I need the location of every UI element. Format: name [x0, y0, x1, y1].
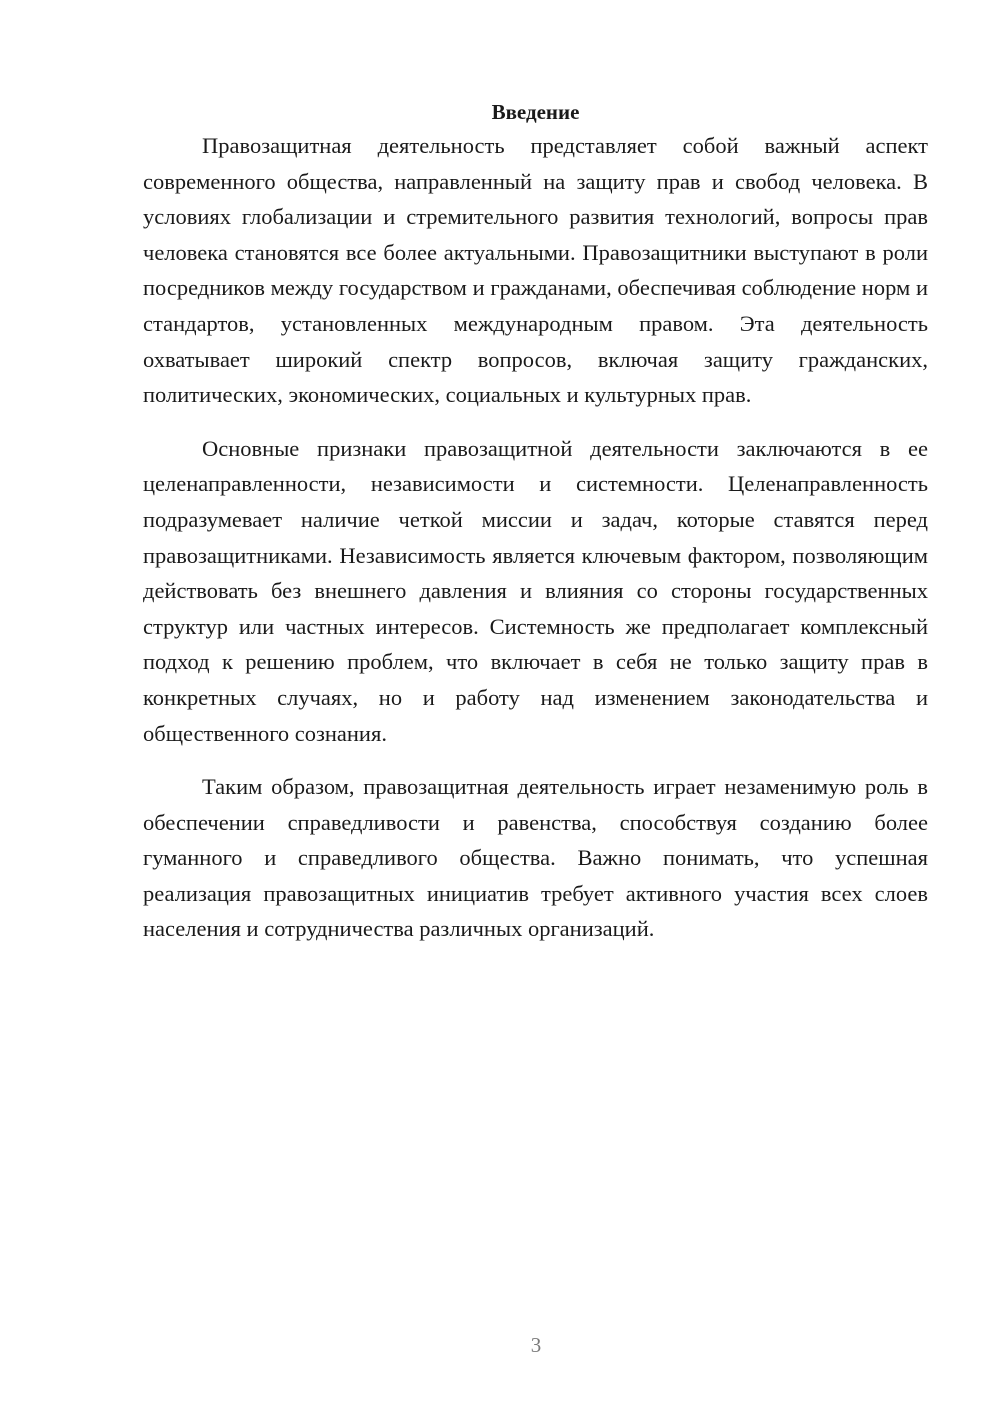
section-title: Введение	[491, 100, 580, 124]
paragraph-intro: Правозащитная деятельность представляет собой важный аспект современного общества, направленный на защиту прав и свобод человека. В условиях глобализации и стремительного развития технологий, вопросы прав человека становятся все более актуальными. Правозащитники выступают в роли посредников между государством и гражданами, обеспечивая соблюдение норм и стандартов, установленных международным правом. Эта деятельность охватывает широкий спектр вопросов, включая защиту гражданских, политических, экономических, социальных и культурных прав.	[143, 133, 928, 408]
paragraph-features: Основные признаки правозащитной деятельности заключаются в ее целенаправленности, независимости и системности. Целенаправленность подразумевает наличие четкой миссии и задач, которые ставятся перед правозащитниками. Независимость является ключевым фактором, позволяющим действовать без внешнего давления и влияния со стороны государственных структур или частных интересов. Системность же предполагает комплексный подход к решению проблем, что включает в себя не только защиту прав в конкретных случаях, но и работу над изменением законодательства и общественного сознания.	[143, 435, 928, 746]
paragraph-conclusion: Таким образом, правозащитная деятельность играет незаменимую роль в обеспечении справедливости и равенства, способствуя созданию более гуманного и справедливого общества. Важно понимать, что успешная реализация правозащитных инициатив требует активного участия всех слоев населения и сотрудничества различных организаций.	[143, 774, 928, 942]
page-number: 3	[530, 1333, 542, 1357]
page-content	[143, 97, 928, 947]
